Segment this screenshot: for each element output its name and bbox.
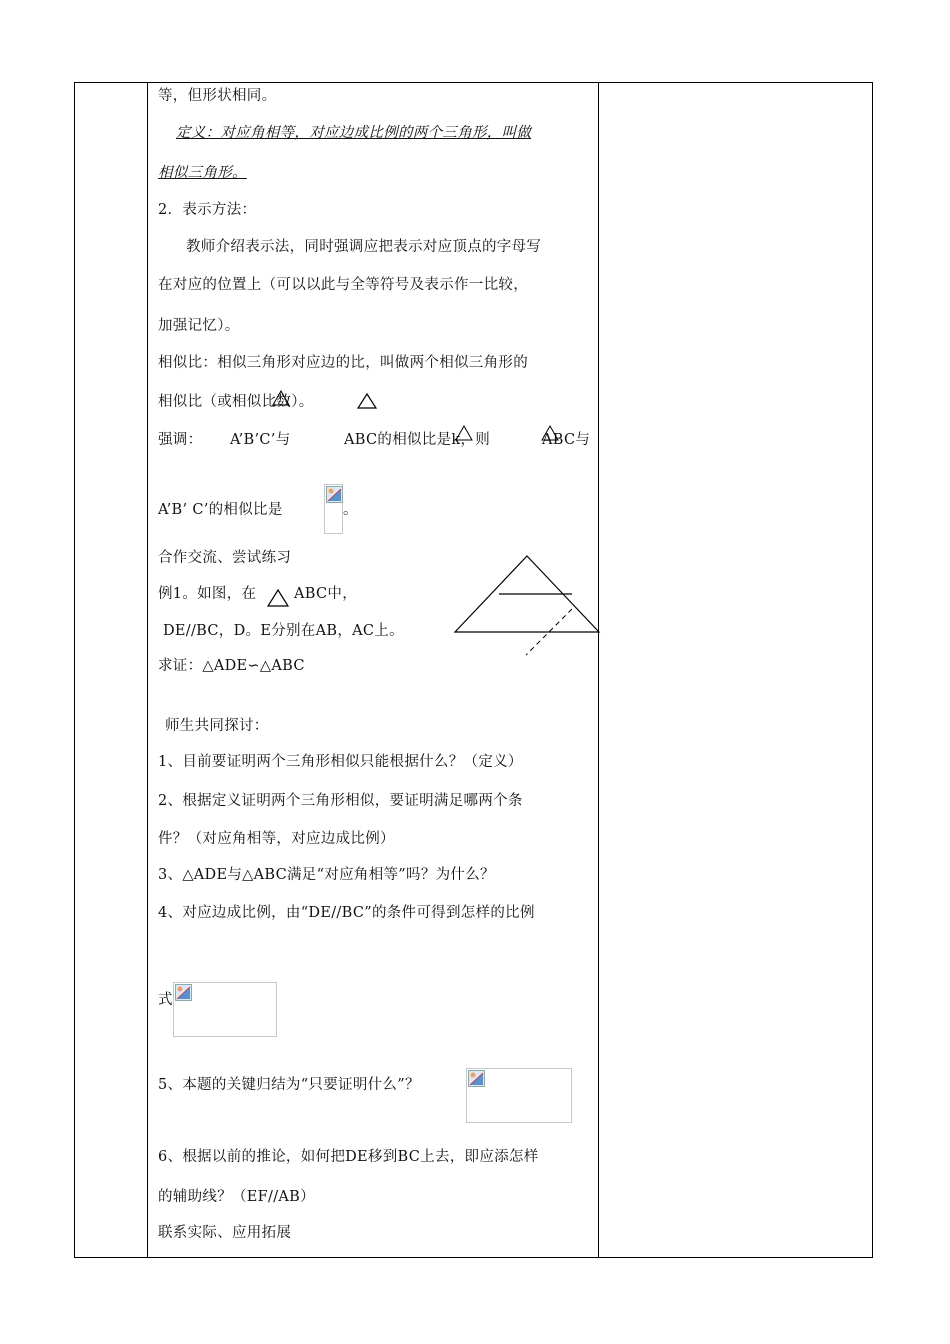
triangle-icon [541,425,559,441]
question-6-cont: 的辅助线？（EF//AB） [158,1189,315,1205]
formula-image [324,484,343,534]
discussion-heading: 师生共同探讨： [165,718,269,734]
triangle-diagram [453,553,603,658]
definition-line-2: 相似三角形。 [158,165,247,181]
question-3: 3、△ADE与△ABC满足“对应角相等”吗？为什么？ [158,867,495,883]
broken-image-icon [468,1070,485,1087]
emphasis-label: 强调： [158,432,203,448]
formula-image [466,1068,572,1123]
section-heading-notation: 2．表示方法： [158,202,257,218]
text-fragment: ABC与 [542,432,591,448]
question-5: 5、本题的关键归结为“只要证明什么”？ [158,1077,420,1093]
question-1: 1、目前要证明两个三角形相似只能根据什么？（定义） [158,754,523,770]
text-fragment: ABC的相似比是k，则 [344,432,491,448]
text-line: A’B’ C’的相似比是 [158,502,283,518]
question-4: 4、对应边成比例，由“DE//BC”的条件可得到怎样的比例 [158,905,535,921]
definition-line-1: 定义：对应角相等，对应边成比例的两个三角形，叫做 [176,125,532,141]
text-line: 教师介绍表示法，同时强调应把表示对应顶点的字母写 [186,239,542,255]
example-line: 例1。如图，在 [158,586,257,602]
text-line: 等，但形状相同。 [158,88,277,104]
triangle-icon [455,425,473,441]
text-fragment: ABC中， [294,586,357,602]
question-4-cont: 式 [158,992,173,1008]
text-fragment: A’B’C’与 [230,432,291,448]
text-line: 在对应的位置上（可以以此与全等符号及表示作一比较， [158,277,528,293]
text-fragment: 。 [343,502,358,518]
formula-image [173,982,277,1037]
triangle-icon [357,393,377,409]
question-2: 2、根据定义证明两个三角形相似，要证明满足哪两个条 [158,793,523,809]
text-line: 加强记忆）。 [158,318,240,334]
text-line: 相似比（或相似比数）。 [158,394,314,410]
broken-image-icon [326,486,343,503]
column-divider-right [598,82,599,1258]
question-6: 6、根据以前的推论，如何把DE移到BC上去，即应添怎样 [158,1149,539,1165]
column-divider-left [147,82,148,1258]
section-heading-practice: 合作交流、尝试练习 [158,550,292,566]
triangle-icon [272,390,290,406]
broken-image-icon [175,984,192,1001]
proof-statement: 求证：△ADE∽△ABC [158,658,305,674]
section-heading-application: 联系实际、应用拓展 [158,1225,292,1241]
text-line: DE//BC，D。E分别在AB，AC上。 [163,623,404,639]
triangle-icon [267,589,289,607]
question-2-cont: 件？（对应角相等，对应边成比例） [158,831,395,847]
text-line: 相似比：相似三角形对应边的比，叫做两个相似三角形的 [158,355,528,371]
